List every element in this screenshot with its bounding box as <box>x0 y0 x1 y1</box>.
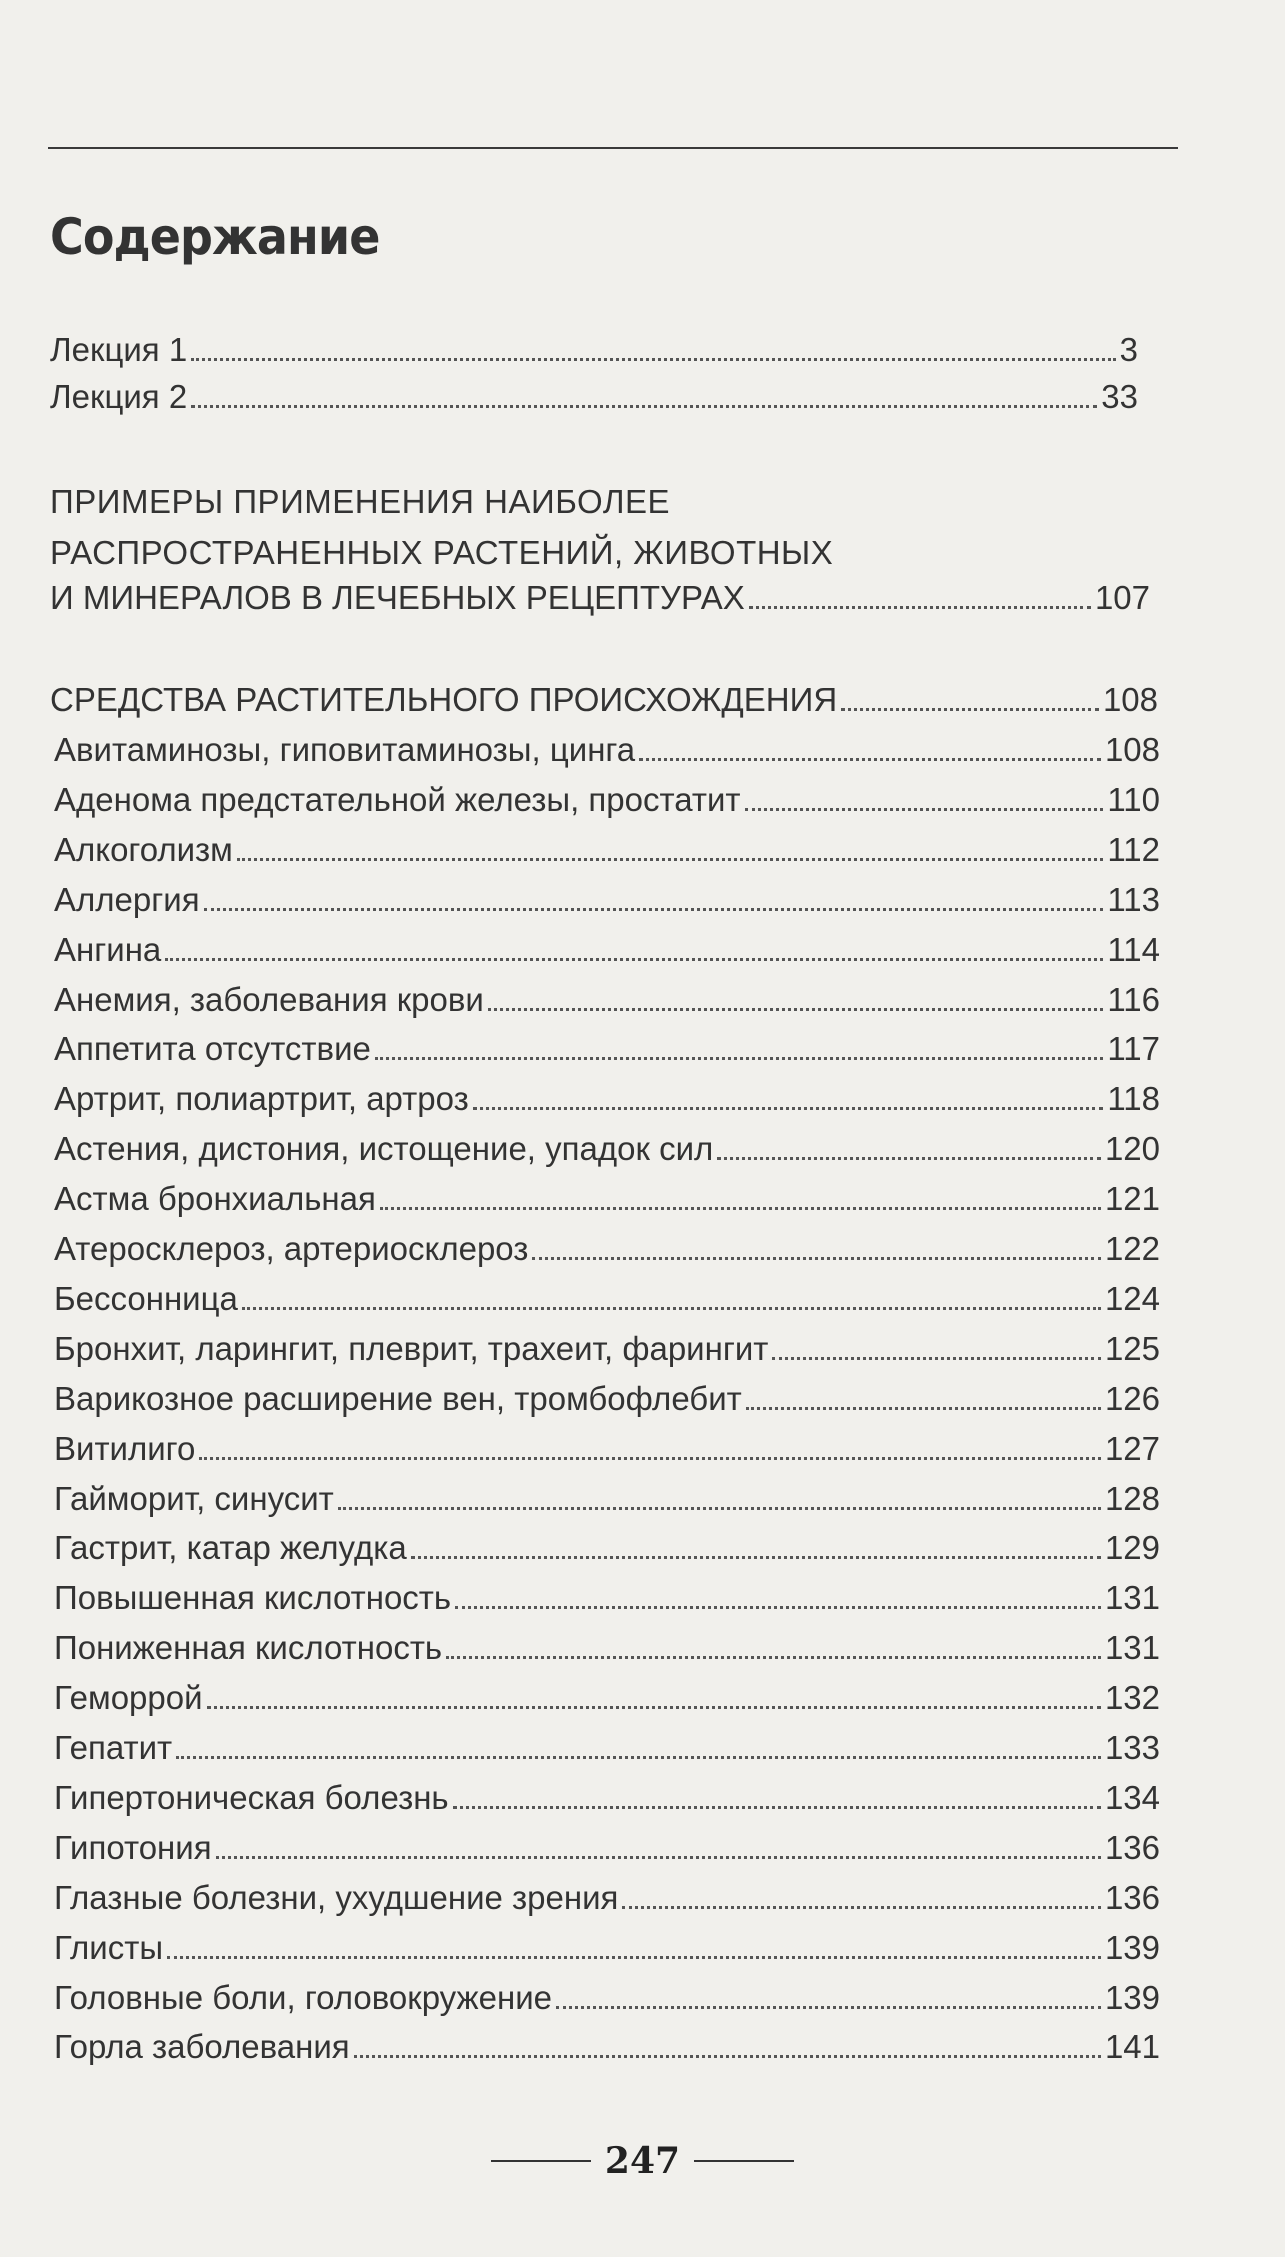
toc-entry-label: Ангина <box>54 931 162 968</box>
dot-leader <box>176 1756 1101 1759</box>
dot-leader <box>453 1806 1101 1809</box>
toc-entry-page: 116 <box>1107 981 1160 1018</box>
toc-entry[interactable] <box>54 2027 1160 2067</box>
toc-entry[interactable] <box>54 1828 1160 1868</box>
toc-entry-page: 136 <box>1104 1879 1160 1916</box>
toc-entry-page: 141 <box>1104 2028 1160 2065</box>
toc-entry-page: 126 <box>1104 1380 1160 1417</box>
dot-leader <box>191 405 1097 408</box>
page-number: 247 <box>604 2140 681 2182</box>
toc-entry-page: 3 <box>1119 331 1138 368</box>
footer-dash-right <box>694 2160 794 2162</box>
toc-entry-label: СРЕДСТВА РАСТИТЕЛЬНОГО ПРОИСХОЖДЕНИЯ <box>50 681 838 718</box>
toc-entry[interactable] <box>54 1429 1160 1469</box>
toc-entry-label: Гипотония <box>54 1829 212 1866</box>
toc-entry-lecture-2[interactable] <box>50 377 1138 417</box>
dot-leader <box>204 908 1104 911</box>
dot-leader <box>455 1606 1101 1609</box>
toc-section-2[interactable] <box>50 680 1158 720</box>
toc-entry-label: Глазные болезни, ухудшение зрения <box>54 1879 619 1916</box>
toc-entry[interactable] <box>54 1229 1160 1269</box>
toc-entry[interactable] <box>54 1479 1160 1519</box>
toc-entry[interactable] <box>54 1379 1160 1419</box>
toc-section-1-last-line[interactable] <box>50 578 1150 618</box>
toc-entry[interactable] <box>54 1179 1160 1219</box>
toc-entry-lecture-1[interactable] <box>50 330 1138 370</box>
toc-entry[interactable] <box>54 1329 1160 1369</box>
toc-entry-label: Лекция 1 <box>50 331 188 368</box>
toc-entry[interactable] <box>54 1279 1160 1319</box>
toc-entry-page: 117 <box>1107 1030 1160 1067</box>
toc-entry-page: 107 <box>1094 579 1150 616</box>
dot-leader <box>749 606 1091 609</box>
toc-entry[interactable] <box>54 1578 1160 1618</box>
dot-leader <box>167 1956 1101 1959</box>
dot-leader <box>237 858 1104 861</box>
toc-entry-page: 110 <box>1107 781 1160 818</box>
page-title: Содержание <box>50 208 380 266</box>
toc-entry-page: 112 <box>1107 831 1160 868</box>
toc-entry-label: Гастрит, катар желудка <box>54 1529 407 1566</box>
toc-entry[interactable] <box>54 1029 1160 1069</box>
dot-leader <box>216 1856 1101 1859</box>
top-rule <box>48 147 1178 149</box>
toc-entry-label: Бессонница <box>54 1280 238 1317</box>
toc-entry[interactable] <box>54 1878 1160 1918</box>
toc-entry-label: Горла заболевания <box>54 2028 350 2065</box>
toc-entry-page: 134 <box>1104 1779 1160 1816</box>
toc-entry-label: Гипертоническая болезнь <box>54 1779 449 1816</box>
toc-entry-label: И МИНЕРАЛОВ В ЛЕЧЕБНЫХ РЕЦЕПТУРАХ <box>50 579 745 616</box>
dot-leader <box>745 808 1104 811</box>
dot-leader <box>639 758 1101 761</box>
toc-entry-label: Астма бронхиальная <box>54 1180 376 1217</box>
toc-entry[interactable] <box>54 730 1160 770</box>
toc-entry-label: Гепатит <box>54 1729 173 1766</box>
toc-entry-page: 128 <box>1104 1480 1160 1517</box>
toc-entry-label: Пониженная кислотность <box>54 1629 443 1666</box>
toc-entry[interactable] <box>54 1528 1160 1568</box>
dot-leader <box>191 358 1115 361</box>
dot-leader <box>207 1706 1101 1709</box>
dot-leader <box>772 1357 1101 1360</box>
toc-entry[interactable] <box>54 1079 1160 1119</box>
toc-entry-page: 129 <box>1104 1529 1160 1566</box>
dot-leader <box>532 1257 1101 1260</box>
toc-entry-page: 118 <box>1107 1080 1160 1117</box>
toc-entry-page: 114 <box>1107 931 1160 968</box>
toc-entry-label: Бронхит, ларингит, плеврит, трахеит, фарингит <box>54 1330 769 1367</box>
dot-leader <box>446 1656 1101 1659</box>
toc-entry-page: 121 <box>1104 1180 1160 1217</box>
toc-entry[interactable] <box>54 1728 1160 1768</box>
toc-entry-label: Аллергия <box>54 881 200 918</box>
dot-leader <box>375 1057 1104 1060</box>
toc-entry-page: 136 <box>1104 1829 1160 1866</box>
toc-entry[interactable] <box>54 980 1160 1020</box>
toc-entry-page: 133 <box>1104 1729 1160 1766</box>
dot-leader <box>717 1157 1101 1160</box>
dot-leader <box>556 2006 1101 2009</box>
dot-leader <box>746 1407 1101 1410</box>
dot-leader <box>488 1008 1104 1011</box>
toc-entry-page: 139 <box>1104 1929 1160 1966</box>
toc-entry-label: Астения, дистония, истощение, упадок сил <box>54 1130 714 1167</box>
dot-leader <box>338 1507 1101 1510</box>
toc-entry[interactable] <box>54 1778 1160 1818</box>
dot-leader <box>354 2055 1101 2058</box>
toc-entry[interactable] <box>54 1978 1160 2018</box>
toc-entry-page: 139 <box>1104 1979 1160 2016</box>
toc-entry-page: 131 <box>1104 1629 1160 1666</box>
dot-leader <box>622 1906 1101 1909</box>
toc-entry[interactable] <box>54 1928 1160 1968</box>
toc-entry[interactable] <box>54 830 1160 870</box>
toc-entry-label: Варикозное расширение вен, тромбофлебит <box>54 1380 742 1417</box>
toc-entry[interactable] <box>54 780 1160 820</box>
toc-entry-label: Повышенная кислотность <box>54 1579 452 1616</box>
footer-dash-left <box>491 2160 591 2162</box>
toc-entry-page: 132 <box>1104 1679 1160 1716</box>
toc-entry[interactable] <box>54 880 1160 920</box>
toc-entry-label: Анемия, заболевания крови <box>54 981 484 1018</box>
toc-entry-label: Лекция 2 <box>50 378 188 415</box>
toc-entry-label: Глисты <box>54 1929 164 1966</box>
toc-entry-label: Аппетита отсутствие <box>54 1030 371 1067</box>
toc-entry-page: 113 <box>1107 881 1160 918</box>
toc-entry-page: 124 <box>1104 1280 1160 1317</box>
toc-entry-page: 120 <box>1104 1130 1160 1167</box>
toc-entry-page: 108 <box>1104 731 1160 768</box>
toc-entry[interactable] <box>54 930 1160 970</box>
page-footer <box>0 2140 1285 2182</box>
dot-leader <box>380 1207 1101 1210</box>
toc-entry-page: 108 <box>1102 681 1158 718</box>
toc-entry-label: Алкоголизм <box>54 831 233 868</box>
toc-entry-label: Аденома предстательной железы, простатит <box>54 781 741 818</box>
toc-entry-label: Гайморит, синусит <box>54 1480 334 1517</box>
toc-entry[interactable] <box>54 1678 1160 1718</box>
toc-entry-page: 33 <box>1101 378 1138 415</box>
toc-entry-label: Витилиго <box>54 1430 196 1467</box>
toc-entry[interactable] <box>54 1628 1160 1668</box>
section-heading-line: РАСПРОСТРАНЕННЫХ РАСТЕНИЙ, ЖИВОТНЫХ <box>50 534 834 571</box>
toc-entry-label: Артрит, полиартрит, артроз <box>54 1080 469 1117</box>
toc-entry-page: 122 <box>1104 1230 1160 1267</box>
dot-leader <box>473 1107 1104 1110</box>
section-heading-line: ПРИМЕРЫ ПРИМЕНЕНИЯ НАИБОЛЕЕ <box>50 483 671 520</box>
toc-entry-label: Авитаминозы, гиповитаминозы, цинга <box>54 731 636 768</box>
toc-entry-label: Геморрой <box>54 1679 203 1716</box>
toc-entry-page: 125 <box>1104 1330 1160 1367</box>
toc-entry-page: 131 <box>1104 1579 1160 1616</box>
dot-leader <box>411 1556 1101 1559</box>
dot-leader <box>242 1307 1101 1310</box>
toc-entry-label: Головные боли, головокружение <box>54 1979 552 2016</box>
toc-entry-page: 127 <box>1104 1430 1160 1467</box>
dot-leader <box>165 958 1103 961</box>
dot-leader <box>841 708 1099 711</box>
toc-entry-label: Атеросклероз, артериосклероз <box>54 1230 529 1267</box>
toc-entry[interactable] <box>54 1129 1160 1169</box>
dot-leader <box>199 1457 1101 1460</box>
